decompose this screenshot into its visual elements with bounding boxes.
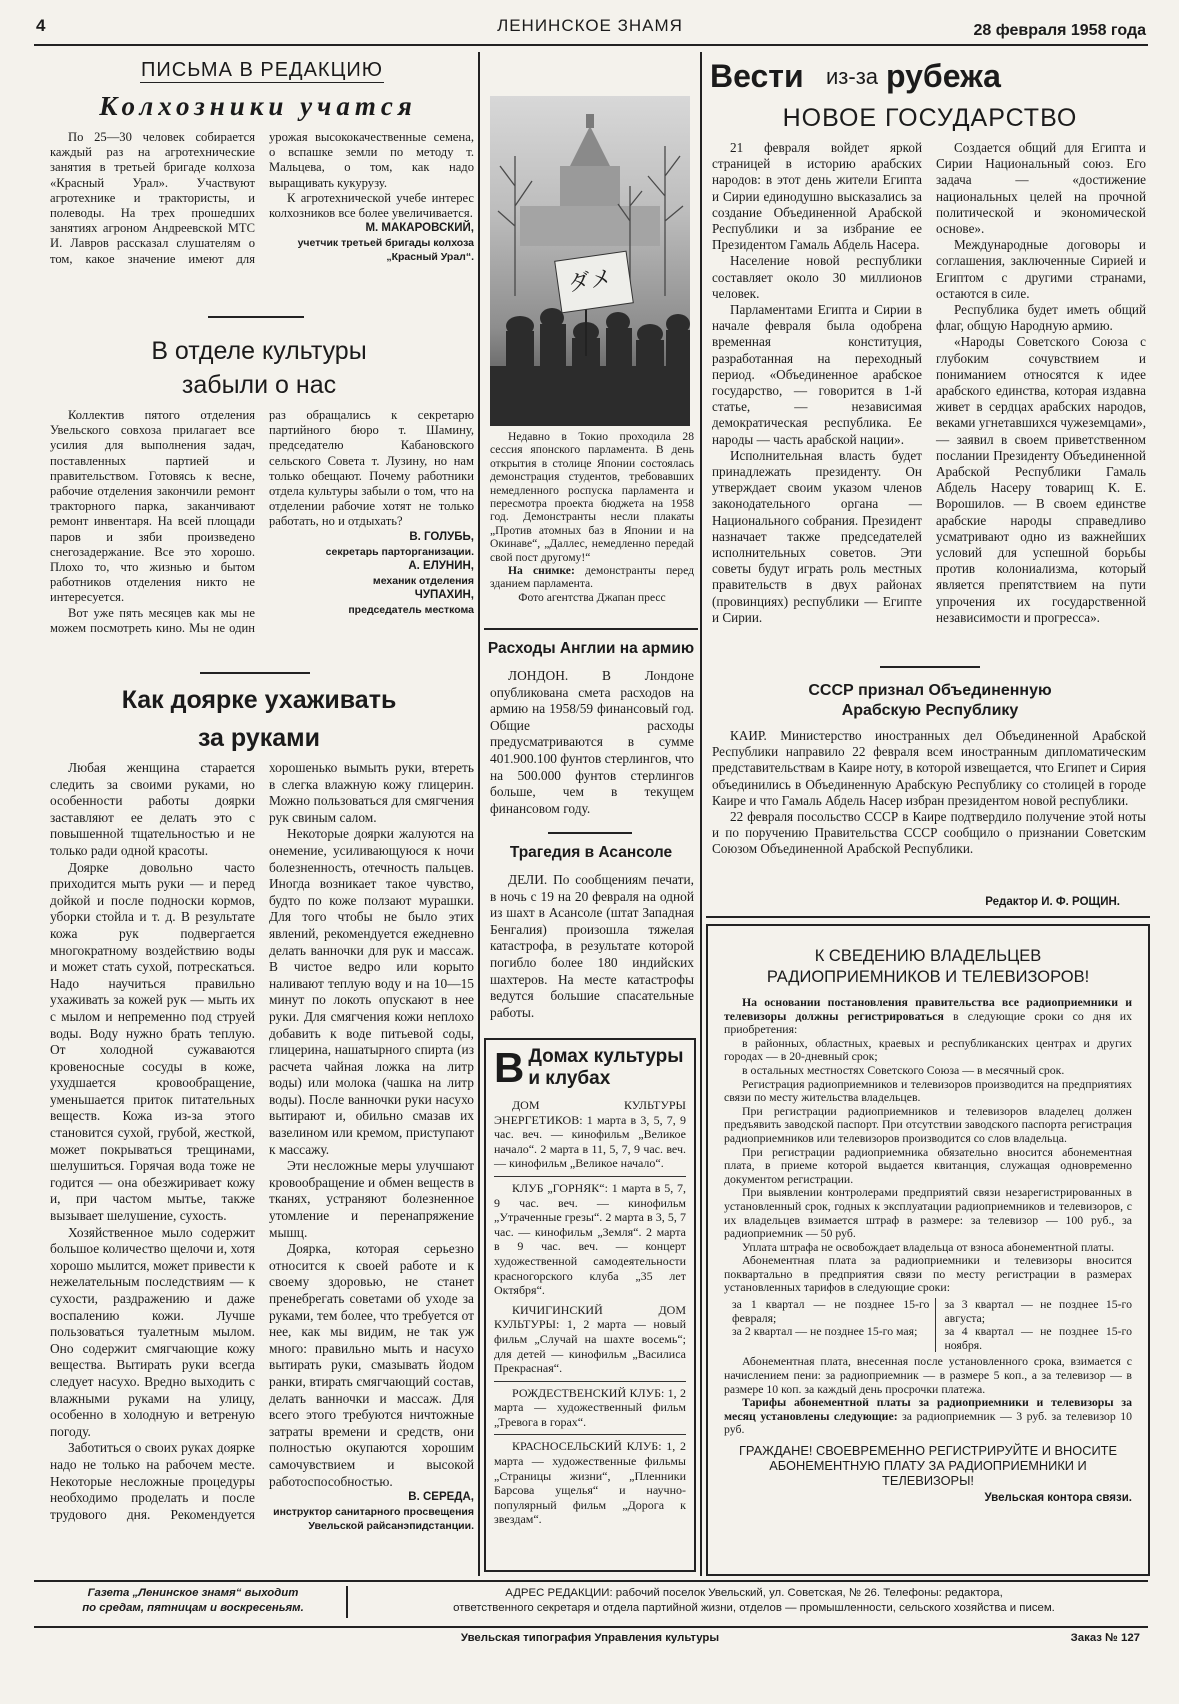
deadline-item: за 3 квартал — не позднее 15-го августа; [944,1297,1132,1325]
asansol-body [490,872,694,1021]
culture-headline-2: забыли о нас [181,371,337,399]
footer-rule-top [34,1580,1148,1582]
clubs-entries [494,1098,686,1527]
radio-lead-rest: в следующие сроки со дня их приобретения: [724,1008,1133,1037]
ussr-paragraph: 22 февраля посольство СССР в Каире подтвердило получение этой ноты и по поручению Правительства СССР сообщило о признании Советским Союзом Объединенной Арабской Республики. [712,809,1146,857]
footer-schedule [48,1586,338,1616]
abroad-headline-b: из-за [826,64,879,89]
radio-paragraph: При регистрации радиоприемников и телевизоров владелец должен предъявить заводской паспорт. При отсутствии заводского паспорта регистрация радиоприемников или телевизоров производится со слов владельца. [724,1103,1132,1145]
on-photo-label: На снимке: [508,564,575,578]
radio-appeal: ГРАЖДАНЕ! СВОЕВРЕМЕННО РЕГИСТРИРУЙТЕ И ВНОСИТЕ АБОНЕМЕНТНУЮ ПЛАТУ ЗА РАДИОПРИЕМНИКИ И ТЕЛЕВИЗОРЫ! [738,1443,1117,1488]
deadlines-right [936,1298,1132,1352]
milkmaid-paragraph: Доярке довольно часто приходится мыть руки — и перед дойкой и после подноски кормов, уборки стойла и т. д. В результате кожа рук подвергается многократному воздействию воды и может стать сухой, потрескаться. Надо научиться правильно ухаживать за кожей рук — мыть их с мылом и непременно под струей воды. Воду нужно брать теплую. От холодной сужаваются кровеносные сосуды в коже, ухудшается кровообращение, уменьшается приток питательных веществ. Кожа из-за этого становится сухой, грубой, жесткой, может покрываться трещинами, шелушиться. Горячая вода тоже не годится — она обезжиривает кожу и, при частом мытье, также вызывает шелушение, сухость. [50,859,255,1224]
radio-paragraph: Регистрация радиоприемников и телевизоров производится на предприятиях связи по месту жительства владельцев. [724,1076,1132,1105]
culture-signature-1-role: секретарь парторганизации. [325,545,474,558]
culture-signature-1: В. ГОЛУБЬ, [409,530,474,543]
radio-tariff [724,1396,1132,1437]
radio-paragraph: При регистрации радиоприемника обязательно вносится абонементная плата, в приеме которой выдается квитанция, служащая одновременно документом регистрации. [724,1144,1132,1186]
milkmaid-paragraph: Хозяйственное мыло содержит большое количество щелочи и, хотя хорошо мылится, может привести к нежелательным последствиям — к сухости, раздражению и даже воспалению кожи. Лучше пользоваться туалетным мылом. Оно содержит смягчающие кожу вещества. Вытирать руки всегда следует насухо. Вредно выходить с влажными руками на улицу, особенно в холодную и ветреную погоду. [50,1224,255,1439]
footer-address [356,1586,1152,1616]
abroad-body [712,140,1146,656]
radio-body [724,996,1132,1437]
radio-tariff-rest: за радиоприемник — 3 руб. за телевизор 10 руб. [724,1408,1132,1437]
newspaper-title: ЛЕНИНСКОЕ ЗНАМЯ [497,16,683,35]
club-entry: КРАСНОСЕЛЬСКИЙ КЛУБ: 1, 2 марта — художественные фильмы „Страницы жизни“, „Пленники Барсова ущелья“ и научно-популярный фильм „Дорога к звездам“. [494,1439,686,1527]
footer-order: Заказ № 127 [1070,1632,1140,1644]
abroad-paragraph: Республика будет иметь общий флаг, общую Народную армию. [936,302,1146,334]
separator [548,832,632,834]
milkmaid-signature: В. СЕРЕДА, [408,1491,474,1504]
separator [484,628,698,630]
masthead-rule [34,44,1148,46]
culture-headline-1: В отделе культуры [151,337,367,365]
radio-tariff-bold: Тарифы абонементной платы за радиоприемники и телевизоры за месяц установлены следующие: [724,1395,1132,1423]
club-entry: КИЧИГИНСКИЙ ДОМ КУЛЬТУРЫ: 1, 2 марта — новый фильм „Случай на шахте восемь“; для детей — кинофильм „Василиса Прекрасная“. [494,1302,686,1376]
radio-paragraph: При выявлении контролерами предприятий связи незарегистрированных в установленный срок, годных к эксплуатации радиоприемников и телевизоров, с их владельцев взимается штраф в размере: за телевизор — 100 руб., за радиоприемник — 50 руб. [724,1185,1132,1241]
asansol-paragraph: ДЕЛИ. По сообщениям печати, в ночь с 19 на 20 февраля на одной из шахт в Асансоле (штат Западная Бенгалия) произошла тяжелая катастрофа, в результате которой погибло более 180 индийских шахтеров. На месте катастрофы ведутся большие спасательные работы. [490,872,694,1020]
england-headline: Расходы Англии на армию [487,640,695,657]
culture-paragraph: Вот уже пять месяцев как мы не можем посмотреть кино. Мы не один раз обращались к секретарю партийного бюро т. Шамину, председателю Кабановского сельского Совета т. Лузину, но нам только обещают. Почему работники отдела культуры забыли о том, что на отделении рабочие хотят не только работать, но и отдыхать? [50,408,474,635]
milkmaid-headline-2: за руками [197,724,321,752]
footer-schedule-line-1: Газета „Ленинское знамя“ выходит [87,1587,299,1599]
radio-paragraph: Абонементная плата за радиоприемники и телевизоры вносится поквартально в предприятия связи по месту регистрации в размерах установленных тарифов в следующие сроки: [724,1253,1132,1295]
photo-caption-subject [490,564,694,591]
footer-printer: Увельская типография Управления культуры [460,1632,720,1644]
editor-line: Редактор И. Ф. РОЩИН. [985,896,1120,908]
ussr-headline-1: СССР признал Объединенную [808,682,1052,699]
club-entry: ДОМ КУЛЬТУРЫ ЭНЕРГЕТИКОВ: 1 марта в 3, 5, 7, 9 час. веч. — кинофильм „Великое начало“. 2 марта в 11, 5, 7, 9 час. веч. — кинофильм „Великое начало“. [494,1098,686,1171]
deadlines-left [732,1298,936,1352]
clubs-title-line-2: и клубах [528,1068,611,1089]
milkmaid-paragraph: Любая женщина старается следить за своими руками, но особенности работы доярки заставляют ее делать это с повышенной тщательностью и не только ради одной красоты. [50,760,255,858]
photo-illustration [490,96,690,426]
clubs-title [494,1046,686,1090]
issue-date: 28 февраля 1958 года [973,22,1146,39]
radio-lead [724,996,1132,1037]
address-text-1: рабочий поселок Увельский, ул. Советская, № 26. Телефоны: редактора, [615,1587,1003,1599]
milkmaid-headline-1: Как доярке ухаживать [121,686,397,714]
culture-signature-3-role: председатель месткома [348,603,474,616]
abroad-paragraph: Население новой республики составляет около 30 миллионов человек. [712,253,922,301]
letters-rubric: ПИСЬМА В РЕДАКЦИЮ [141,59,383,81]
radio-penalty: Абонементная плата, внесенная после установленного срока, взимается с начислением пени: за радиоприемник — в размере 5 коп., а за телевизор — в размере 10 коп. за каждый день просрочки платежа. [724,1354,1132,1396]
milkmaid-signature-role: инструктор санитарного просвещения Увельской райсанэпидстанции. [273,1506,474,1533]
radio-item: в районных, областных, краевых и республиканских центрах и других городах — в 20-дневный срок; [724,1035,1132,1064]
abroad-headline [710,58,1150,108]
radio-deadlines [732,1298,1132,1352]
deadline-item: за 4 квартал — не позднее 15-го ноября. [944,1324,1132,1352]
photo-caption [490,430,694,604]
photo-credit: Фото агентства Джапан пресс [518,590,666,604]
milkmaid-paragraph: Заботиться о своих руках доярке надо не только на рабочем месте. Некоторые несложные процедуры необходимо проделать и после трудового дня. Рекомендуется хорошенько вымыть руки, втереть в слегка влажную кожу глицерин. Можно пользоваться для смягчения рук свиным салом. [50,760,474,1522]
culture-signature-3: ЧУПАХИН, [414,588,474,601]
asansol-headline: Трагедия в Асансоле [509,844,673,861]
ussr-headline-2: Арабскую Республику [841,702,1019,719]
page-number: 4 [36,16,46,35]
abroad-headline-a: Вести [710,58,804,94]
separator [208,316,304,318]
england-paragraph: ЛОНДОН. В Лондоне опубликована смета расходов на армию на 1958/59 финансовый год. Общие расходы предусматриваются в сумме 401.900.100 фунтов стерлингов, что на 500.000 фунтов стерлингов больше, чем в текущем финансовом году. [490,668,694,816]
ussr-body [712,728,1146,858]
footer-schedule-line-2: по средам, пятницам и воскресеньям. [82,1602,304,1614]
culture-signature-2: А. ЕЛУНИН, [408,559,474,572]
radio-notice-box [706,924,1150,1576]
letters-headline: Колхозники учатся [99,91,417,121]
clubs-box [484,1038,696,1572]
abroad-paragraph: «Народы Советского Союза с глубоким сочувствием и пониманием относятся к идее арабского единства, которая издавна живет в сердцах арабских народов, веками угнетавшихся чужеземцами», — заявил в своем приветственном послании Президенту Объединенной Арабской Республики Гамаль Абдель Насеру товарищ К. Е. Ворошилов. — В своем единстве арабские народы справедливо усматривают одно из важнейших условий для успешной борьбы против колониализма, который является препятствием на пути упрочения их государственной независимости и прогресса». [936,334,1146,625]
milkmaid-paragraph: Доярка, которая серьезно относится к своей работе и к своему здоровью, не станет пренебрегать советами об уходе за руками, тем более, что требуется от нее, как мы видим, не так уж много: правильно мыть и насухо вытирать руки, смазывать йодом ранки, втирать смягчающий состав, делать ванночки и массаж. Для всего этого требуются ничтожные затраты времени и средств, они полностью окупаются хорошим самочувствием и высокой работоспособностью. [269,1241,474,1489]
culture-paragraph: Коллектив пятого отделения Увельского совхоза прилагает все усилия для выполнения задач, поставленных партией и правительством. Готовясь к весне, рабочие отделения закончили ремонт тракторного парка, заканчивают ремонт инвентаря. На всей площади паров и зяби произведено снегозадержание. Все это хорошо. Плохо то, что жизнью и бытом работников отделения никто не интересуется. [50,408,255,605]
deadline-item: за 1 квартал — не позднее 15-го февраля; [732,1297,930,1325]
footer-rule-bottom [34,1626,1148,1628]
milkmaid-paragraph: Некоторые доярки жалуются на онемение, усиливающуюся к ночи болезненность, отечность пальцев. Иногда возникает такое чувство, будто по коже ползают мурашки. Для того чтобы не было этих явлений, рекомендуется ежедневно делать ванночки для рук и массаж. В чистое ведро или корыто наливают теплую воду и на 10—15 минут по локоть опускают в нее руки. Для смягчения кожи неплохо добавить к воде питьевой соды, глицерина, нашатырного спирта (из расчета чайная ложка на литр воды) или молока (чашка на литр воды). После ванночки руки насухо вытирают и, обильно смазав их вазелином или кремом, приступают к массажу. [269,826,474,1157]
radio-signature: Увельская контора связи. [984,1492,1132,1504]
milkmaid-paragraph: Эти несложные меры улучшают кровообращение и обмен веществ в тканях, устраняют болезненное утомление и перенапряжение мышц. [269,1158,474,1240]
letters-paragraph: К агротехнической учебе интерес колхозников все более увеличивается. [269,190,474,221]
photo-caption-text: Недавно в Токио проходила 28 сессия японского парламента. В день открытия в столице Японии состоялась демонстрация студентов, требовавших немедленного роспуска парламента и пересмотра проекта бюджета на 1958 год. Демонстранты несли плакаты „Против атомных баз в Японии и на Окинаве“, „Даллес, немедленно передай свой пост другому!“ [490,430,694,564]
tokyo-demonstration-photo [490,96,690,426]
radio-paragraph: Уплата штрафа не освобождает владельца от взноса абонементной платы. [742,1239,1115,1254]
footer-divider [346,1586,348,1618]
ussr-paragraph: КАИР. Министерство иностранных дел Объединенной Арабской Республики направило 22 февраля всем иностранным дипломатическим представительствам в Каире ноту, в которой извещается, что Египет и Сирия объединились в Объединенную Арабскую Республику со столицей в городе Каире и что Гамаль Абдель Насер избран президентом новой республики. [712,728,1146,808]
clubs-title-line-1: Домах культуры [528,1046,684,1067]
abroad-paragraph: Исполнительная власть будет принадлежать президенту. Он утверждает своим указом членов законодательного органа — Национального собрания. Президент назначает также председателей исполнительных советов. Эти советы будут играть роль местных правительств в двух районах (провинциях) республики — Египте и Сирии. [712,447,922,625]
club-entry: РОЖДЕСТВЕНСКИЙ КЛУБ: 1, 2 марта — художественный фильм „Тревога в горах“. [494,1385,686,1429]
address-label: АДРЕС РЕДАКЦИИ: [505,1587,613,1599]
on-photo-text: демонстранты перед зданием парламента. [490,564,694,591]
abroad-paragraph: Парламентами Египта и Сирии в начале февраля была одобрена временная конституция, разработанная на переходный период. «Объединенное арабское государство, — говорится в 1-й статье, — независимая демократическая республика. Ее народы — часть арабской нации». [712,302,922,447]
letters-signature: М. МАКАРОВСКИЙ, [365,222,474,235]
abroad-paragraph: 21 февраля войдет яркой страницей в историю арабских народов: в этот день жители Египта и Сирии единодушно высказались за создание Объединенной Арабской Республики и за избрание ее Президентом Гамаль Абдель Насера. [712,140,922,253]
separator [880,666,980,668]
clubs-title-letter: В [494,1044,525,1091]
deadline-item: за 2 квартал — не позднее 15-го мая; [732,1324,918,1339]
club-entry: КЛУБ „ГОРНЯК“: 1 марта в 5, 7, 9 час. веч. — кинофильм „Утраченные грезы“. 2 марта в 3, 5, 7 час. — кинофильм „Земля“. 2 марта в 9 час. веч. — концерт художественной самодеятельности красногорского клуба „35 лет Октября“. [494,1180,686,1298]
letters-signature-role: учетчик третьей бригады колхоза „Красный Урал“. [297,237,474,264]
abroad-headline-c: рубежа [886,58,1001,94]
letters-body [50,130,474,312]
culture-body [50,408,474,656]
milkmaid-body [50,760,474,1568]
culture-signature-2-role: механик отделения [372,574,474,587]
separator [706,916,1150,918]
column-rule-left [478,52,480,1576]
separator [200,672,310,674]
abroad-subheadline: НОВОЕ ГОСУДАРСТВО [782,104,1078,132]
footer-address-line-2: ответственного секретаря и отдела партийной жизни, отделов — промышленности, сельского хозяйства и писем. [453,1602,1055,1614]
radio-lead-bold: На основании постановления правительства все радиоприемники и телевизоры должны регистрироваться [724,995,1132,1023]
letters-paragraph: По 25—30 человек собирается каждый раз на агротехнические занятия в третьей бригаде колхоза «Красный Урал». Участвуют агротехнике и трактористы, и полеводы. На трех прошедших занятиях агроном Андреевской МТС И. Лавров рассказал слушателям о том, какое значение имеют для урожая высококачественные семена, о вспашке земли по методу т. Мальцева, о том, как надо выращивать кукурузу. [50,130,474,266]
column-rule-middle [700,52,702,1576]
england-body [490,668,694,817]
radio-item: в остальных местностях Советского Союза — в месячный срок. [742,1062,1065,1077]
radio-title-2: РАДИОПРИЕМНИКОВ И ТЕЛЕВИЗОРОВ! [766,968,1090,986]
radio-title-1: К СВЕДЕНИЮ ВЛАДЕЛЬЦЕВ [814,947,1042,965]
abroad-paragraph: Создается общий для Египта и Сирии Национальный союз. Его задача — «достижение национальных целей на прочной политической и экономической основе». [936,140,1146,237]
abroad-paragraph: Международные договоры и соглашения, заключенные Сирией и Египтом с другими странами, остаются в силе. [936,237,1146,301]
placard-text: ダメ [566,266,614,297]
footer-address-line-1 [356,1586,1152,1601]
